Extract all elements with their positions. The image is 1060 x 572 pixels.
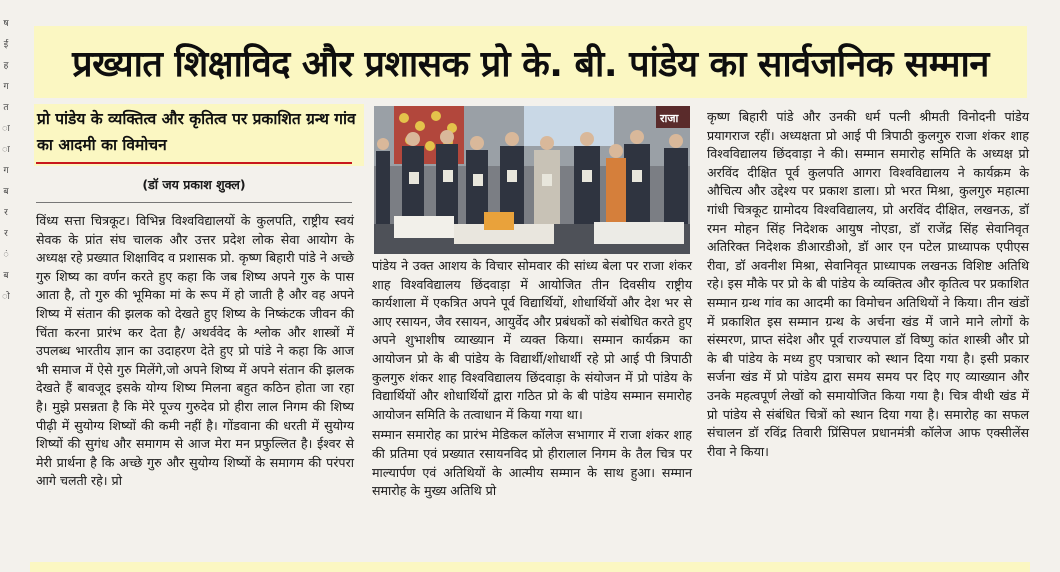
byline-rule (36, 202, 352, 203)
subheadline: प्रो पांडेय के व्यक्तित्व और कृतित्व पर प्रकाशित ग्रन्थ गांव का आदमी का विमोचन (37, 110, 356, 154)
byline: (डॉ जय प्रकाश शुक्ल) (142, 177, 246, 192)
left-column-fragment: ष ई ह ग त ा ा ग ब र र ं ब ो (2, 19, 10, 302)
subheadline-rule (36, 162, 352, 164)
article-column-1 (36, 212, 354, 491)
banner-text: राजा (660, 112, 679, 125)
next-article-fragment (30, 562, 1030, 572)
headline: प्रख्यात शिक्षाविद और प्रशासक प्रो के. बी. पांडेय का सार्वजनिक सम्मान (72, 43, 989, 85)
event-photo (374, 106, 690, 254)
column-1-paragraph-1: विंध्य सत्ता चित्रकूट। विभिन्न विश्वविद्यालयों के कुलपति, राष्ट्रीय स्वयं सेवक के प्रांत संघ चालक और उत्तर प्रदेश लोक सेवा आयोग के अध्यक्ष रहे प्रख्यात शिक्षाविद व प्रशासक प्रो. कृष्ण बिहारी पांडे ने अच्छे गुरु शिष्य का वर्णन करते हुए कहा कि जब शिष्य अपने गुरु के पास आता है, तो गुरु की भूमिका मां के रूप में हो जाती है और वह अपने शिष्य में संतान की झलक को देखते हुए शिष्य के निष्कंटक जीवन की चिंता करना प्रारंभ कर देता है/ अथर्ववेद के श्लोक और शास्त्रों में उपलब्ध भारतीय ज्ञान का उदाहरण देते हुए प्रो पांडे ने कहा कि आज भी समाज में ऐसे गुरु मिलेंगे,जो अपने शिष्य में अपने संतान की झलक देखते हैं बावजूद इसके योग्य शिष्य मिलना बहुत कठिन होता जा रहा है। मुझे प्रसन्नता है कि मेरे पूज्य गुरुदेव प्रो हीरा लाल निगम की शिष्य पीढ़ी में सुयोग्य शिष्यों की कमी नहीं है। गोंडवाना की धरती में सुयोग्य शिष्यों की सुगंध और समागम से आज मेरा मन प्रफुल्लित है। ईश्वर से मेरी प्रार्थना है कि अच्छे गुरु और सुयोग्य शिष्यों के समागम की परंपरा आगे चलती रहे। प्रो (36, 213, 354, 489)
column-2-paragraph-2: सम्मान समारोह का प्रारंभ मेडिकल कॉलेज सभागार में राजा शंकर शाह की प्रतिमा एवं प्रख्यात रसायनविद प्रो हीरालाल निगम के तैल चित्र पर माल्यार्पण एवं अतिथियों के आत्मीय सम्मान के साथ हुआ। सम्मान समारोह के मुख्य अतिथि प्रो (372, 427, 692, 499)
previous-article-fragment (0, 0, 1060, 9)
article-column-3 (707, 108, 1029, 461)
book-release-photo (374, 106, 690, 254)
headline-banner (34, 26, 1027, 98)
column-2-paragraph-1: पांडेय ने उक्त आशय के विचार सोमवार की सांध्य बेला पर राजा शंकर शाह विश्वविद्यालय छिंदवाड़ा में आयोजित तीन दिवसीय राष्ट्रीय कार्यशाला में एकत्रित अपने पूर्व विद्यार्थियों, शोधार्थियों और देश भर से आए रसायन, जैव रसायन, आयुर्वेद और प्रबंधकों को संबोधित करते हुए अपने शुभाशीष व्याख्यान में व्यक्त किया। सम्मान कार्यक्रम का आयोजन प्रो के बी पांडेय के विद्यार्थी/शोधार्थी रहे प्रो आई पी त्रिपाठी कुलगुरु शंकर शाह विश्वविद्यालय छिंदवाड़ा के संयोजन में प्रो पांडेय के विद्यार्थियों और शोधार्थियों द्वारा गठित प्रो के बी पांडेय सम्मान समारोह आयोजन समिति के तत्वाधान में किया गया था। (372, 258, 692, 422)
column-3-paragraph-1: कृष्ण बिहारी पांडे और उनकी धर्म पत्नी श्रीमती विनोदनी पांडेय प्रयागराज रहीं। अध्यक्षता प्रो आई पी त्रिपाठी कुलगुरु राजा शंकर शाह विश्वविद्यालय छिंदवाड़ा ने की। सम्मान समारोह समिति के अध्यक्ष प्रो अरविंद दीक्षित पूर्व कुलपति आगरा विश्वविद्यालय ने कार्यक्रम के औचित्य और उद्देश्य पर प्रकाश डाला। प्रो भरत मिश्रा, कुलगुरु महात्मा गांधी चित्रकूट ग्रामोदय विश्वविद्यालय, प्रो अरविंद दीक्षित, लखनऊ, डॉ रमन मोहन सिंह निदेशक आयुष नोएडा, डॉ राजेंद्र सिंह सेवानिवृत अतिरिक्त निदेशक डीआरडीओ, डॉ आर एन पटेल प्राध्यापक एपीएस रीवा, डॉ अवनीश मिश्रा, सेवानिवृत प्राध्यापक लखनऊ विशिष्ट अतिथि रहे। इस मौके पर प्रो के बी पांडेय के व्यक्तित्व और कृतित्व पर प्रकाशित सम्मान ग्रन्थ गांव का आदमी का विमोचन अतिथियों ने किया। तीन खंडों में प्रकाशित इस सम्मान ग्रन्थ के अर्चना खंड में जाने माने लोगों के संस्मरण, प्राप्त संदेश और पूर्व राज्यपाल डॉ विष्णु कांत शास्त्री और प्रो के बी पांडेय के मध्य हुए पत्राचार को स्थान दिया गया है। इसी प्रकार सर्जना खंड में प्रो पांडेय द्वारा समय समय पर दिए गए व्याख्यान और उनके महत्वपूर्ण लेखों को समायोजित किया गया है। चित्र वीथी खंड में प्रो पांडेय से संबंधित चित्रों को स्थान दिया गया है। समारोह का सफल संचालन डॉ रविंद्र तिवारी प्रिंसिपल प्रधानमंत्री कॉलेज आफ एक्सीलेंस रीवा ने किया। (707, 109, 1029, 459)
article-column-2 (372, 257, 692, 501)
